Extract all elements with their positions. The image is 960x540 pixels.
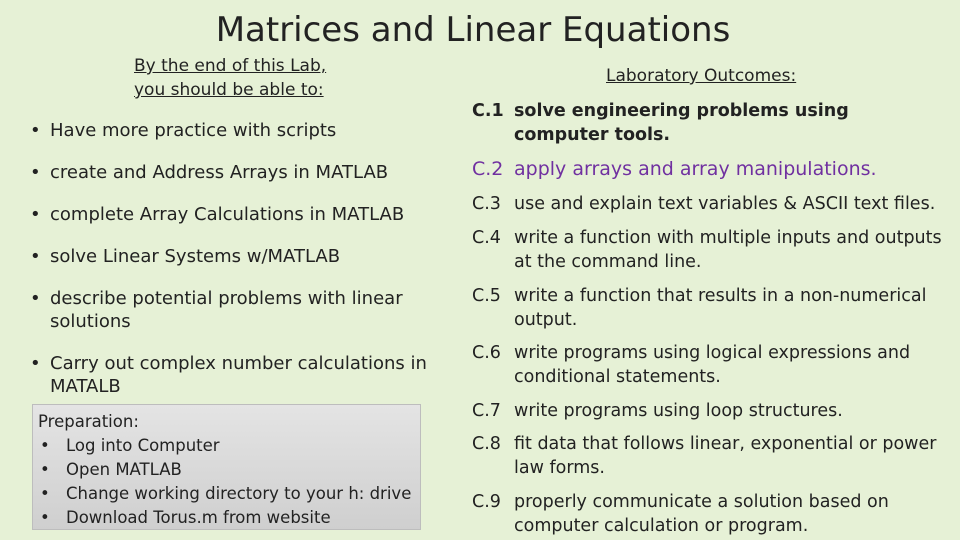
outcome-item-c8	[472, 432, 942, 480]
outcome-item-c4	[472, 226, 942, 274]
outcome-code: C.2	[472, 158, 504, 180]
outcome-code: C.7	[472, 401, 501, 421]
preparation-box	[32, 404, 421, 530]
outcome-item-c1	[472, 99, 942, 147]
outcome-code: C.3	[472, 194, 501, 214]
outcome-text: write programs using loop structures.	[514, 401, 843, 421]
preparation-item: • Change working directory to your h: drive	[38, 482, 420, 506]
intro-text	[134, 54, 326, 102]
outcome-text: write programs using logical expressions and conditional statements.	[514, 343, 911, 387]
preparation-item: • Open MATLAB	[38, 458, 420, 482]
outcome-text: use and explain text variables & ASCII text files.	[514, 194, 936, 214]
outcome-text: write a function that results in a non-numerical output.	[514, 286, 927, 330]
outcome-code: C.6	[472, 343, 501, 363]
goal-item: • solve Linear Systems w/MATLAB	[30, 245, 440, 268]
outcome-item-c9	[472, 490, 942, 538]
outcome-text: fit data that follows linear, exponential or power law forms.	[514, 434, 937, 478]
outcome-item-c7	[472, 399, 942, 423]
outcome-code: C.1	[472, 101, 504, 121]
outcome-text: apply arrays and array manipulations.	[514, 158, 877, 180]
intro-line-1: By the end of this Lab,	[134, 56, 327, 76]
goal-item: • Have more practice with scripts	[30, 119, 440, 142]
goal-item: • complete Array Calculations in MATLAB	[30, 203, 440, 226]
outcome-code: C.5	[472, 286, 501, 306]
intro-line-2: you should be able to:	[134, 80, 324, 100]
outcome-text: solve engineering problems using computer tools.	[514, 101, 849, 145]
outcome-item-c3	[472, 192, 942, 216]
slide-title: Matrices and Linear Equations	[215, 10, 731, 50]
preparation-item: • Download Torus.m from website	[38, 506, 420, 530]
outcome-code: C.8	[472, 434, 501, 454]
outcome-item-c2	[472, 157, 942, 181]
goal-item: • describe potential problems with linear solutions	[30, 287, 440, 333]
outcome-code: C.4	[472, 228, 501, 248]
goal-item: • create and Address Arrays in MATLAB	[30, 161, 440, 184]
preparation-heading: Preparation:	[38, 412, 139, 431]
goal-item: • Carry out complex number calculations in MATALB	[30, 352, 440, 398]
preparation-item: • Log into Computer	[38, 434, 420, 458]
outcomes-title: Laboratory Outcomes:	[606, 66, 797, 86]
outcome-code: C.9	[472, 492, 501, 512]
outcome-item-c6	[472, 341, 942, 389]
outcome-text: write a function with multiple inputs and outputs at the command line.	[514, 228, 942, 272]
outcome-text: properly communicate a solution based on computer calculation or program.	[514, 492, 889, 536]
outcome-item-c5	[472, 284, 942, 332]
